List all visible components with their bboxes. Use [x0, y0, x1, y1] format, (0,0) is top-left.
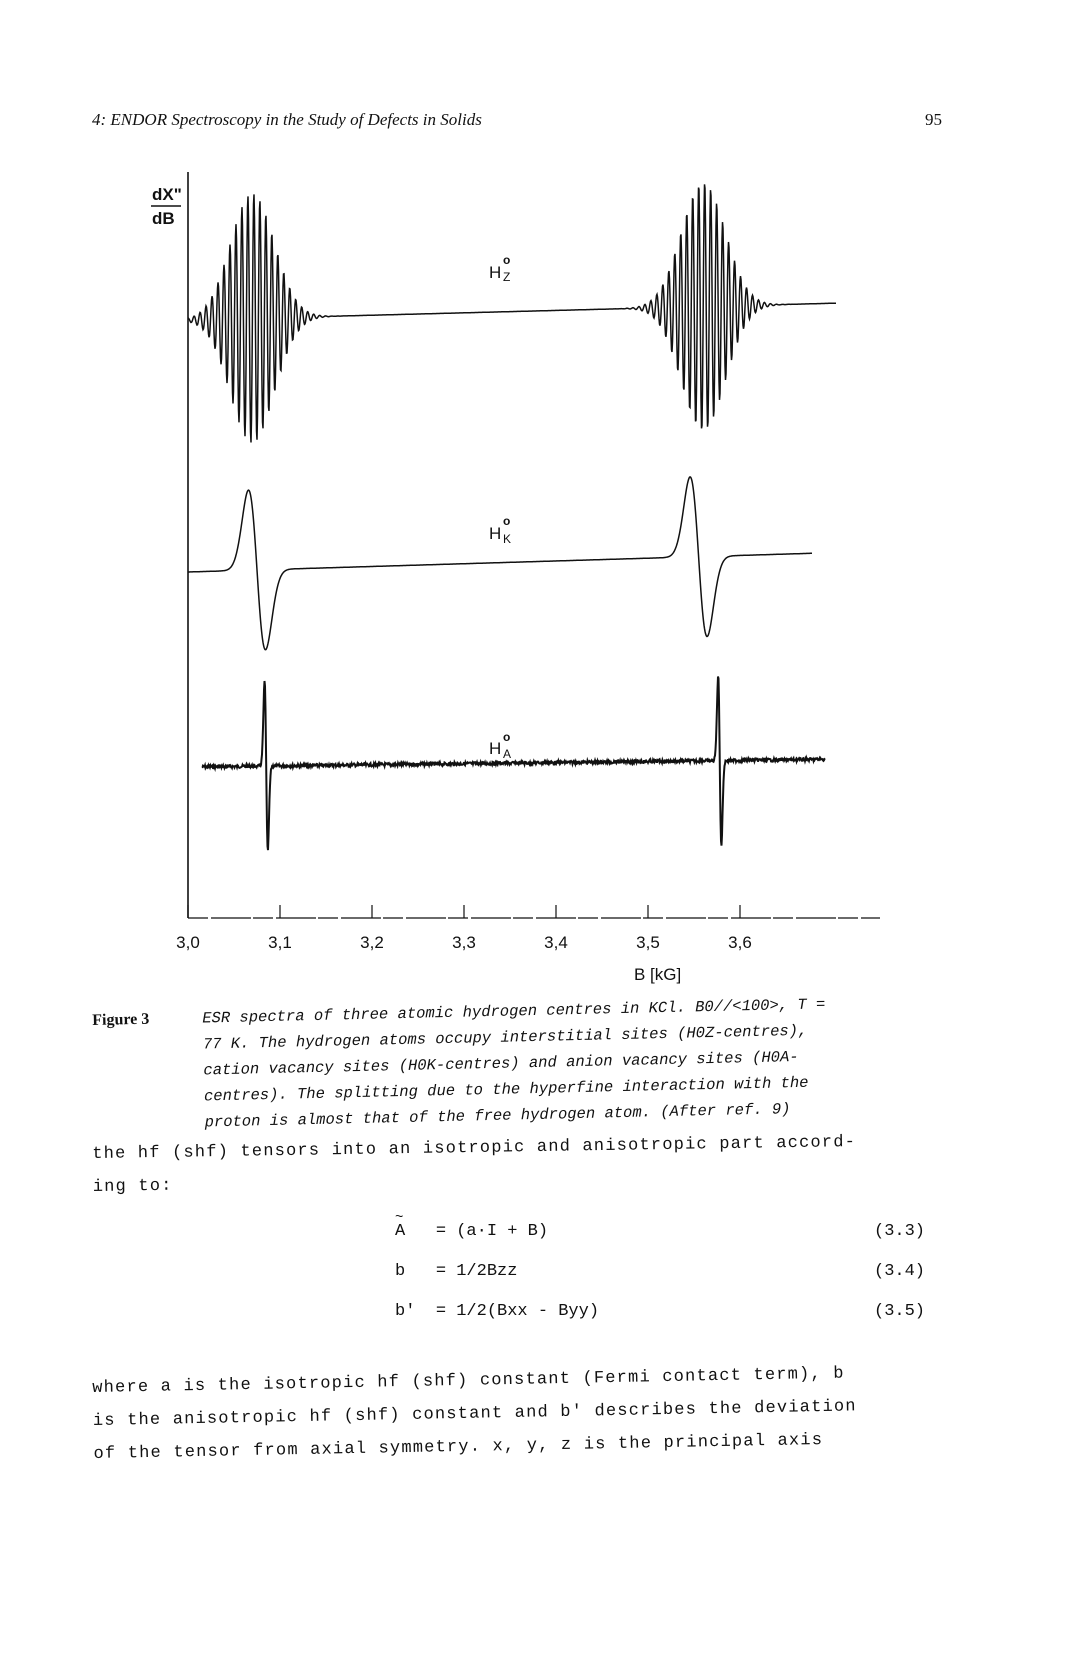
- eq-3-3-rhs: = (a·I + B): [435, 1222, 549, 1241]
- caption-line-1: ESR spectra of three atomic hydrogen centres in KCl. B0//<100>, T =: [202, 995, 826, 1028]
- label-hz-sup: o: [503, 253, 511, 267]
- after-line-3: of the tensor from axial symmetry. x, y, z is the principal axis: [93, 1430, 824, 1464]
- equation-3-4: [0, 1262, 1067, 1292]
- eq-3-5-number: (3.5): [874, 1302, 926, 1321]
- y-axis-label-bottom: dB: [152, 209, 175, 228]
- label-ha-main: H: [489, 739, 502, 758]
- figure-caption: [92, 989, 935, 1138]
- x-tick-label: 3,5: [636, 933, 660, 952]
- eq-3-3-lhs: ~ A: [395, 1222, 405, 1241]
- x-tick-label: 3,3: [452, 933, 476, 952]
- caption-line-2: 77 K. The hydrogen atoms occupy interstitial sites (H0Z-centres),: [202, 1021, 808, 1054]
- eq-3-3-number: (3.3): [874, 1222, 926, 1241]
- page-number: 95: [925, 110, 942, 129]
- eq-3-5-rhs: = 1/2(Bxx - Byy): [435, 1302, 600, 1321]
- caption-line-4: centres). The splitting due to the hyperfine interaction with the: [203, 1073, 809, 1106]
- equation-3-3: [0, 1222, 1067, 1252]
- eq-3-4-lhs: b: [395, 1262, 406, 1281]
- label-ha: [489, 730, 511, 761]
- label-hz: [489, 253, 510, 284]
- label-ha-sub: A: [503, 747, 512, 761]
- label-hk-sub: K: [503, 532, 512, 546]
- intro-line-1: the hf (shf) tensors into an isotropic and anisotropic part accord-: [92, 1133, 857, 1164]
- intro-line-2: ing to:: [92, 1176, 173, 1197]
- eq-3-4-rhs: = 1/2Bzz: [435, 1262, 518, 1281]
- y-axis-label-top: dX": [152, 185, 182, 204]
- x-tick-label: 3,2: [360, 933, 384, 952]
- label-hz-main: H: [489, 263, 502, 282]
- caption-line-5: proton is almost that of the free hydrogen atom. (After ref. 9): [204, 1100, 791, 1132]
- x-tick-label: 3,0: [176, 933, 200, 952]
- trace-ha: [202, 677, 825, 851]
- after-paragraph: [92, 1356, 944, 1471]
- intro-paragraph: [92, 1125, 943, 1204]
- eq-3-5-lhs: b': [395, 1302, 416, 1321]
- label-hk-main: H: [489, 524, 502, 543]
- label-ha-sup: o: [503, 730, 511, 744]
- after-line-1: where a is the isotropic hf (shf) constant (Fermi contact term), b: [92, 1364, 845, 1398]
- caption-line-3: cation vacancy sites (H0K-centres) and anion vacancy sites (H0A-: [203, 1047, 799, 1080]
- after-line-2: is the anisotropic hf (shf) constant and b' describes the deviation: [92, 1397, 857, 1431]
- eq-3-4-number: (3.4): [874, 1262, 926, 1281]
- x-tick-label: 3,4: [544, 933, 568, 952]
- equation-3-5: [0, 1302, 1067, 1332]
- label-hk-sup: o: [503, 514, 511, 528]
- trace-hk: [188, 477, 812, 650]
- label-hz-sub: Z: [503, 270, 511, 284]
- x-tick-label: 3,1: [268, 933, 292, 952]
- label-hk: [489, 514, 511, 546]
- trace-hz: [188, 184, 836, 442]
- x-tick-label: 3,6: [728, 933, 752, 952]
- running-title: 4: ENDOR Spectroscopy in the Study of Defects in Solids: [92, 110, 482, 129]
- caption-label: Figure 3: [92, 1010, 150, 1029]
- x-axis-label: B [kG]: [634, 965, 682, 984]
- x-axis-ticks: [176, 905, 752, 952]
